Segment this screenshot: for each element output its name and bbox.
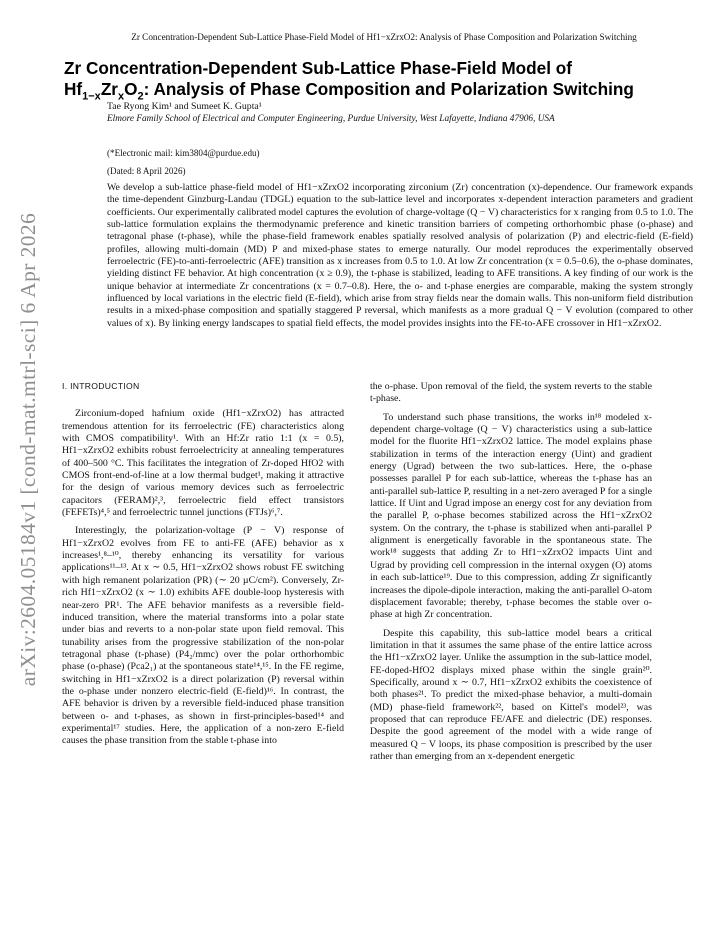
running-head: Zr Concentration-Dependent Sub-Lattice Phase-Field Model of Hf1−xZrxO2: Analysis of Phase Composition and Polarization Switching	[131, 32, 637, 42]
contact-email: (*Electronic mail: kim3804@purdue.edu)	[107, 148, 260, 158]
body-column-left	[62, 380, 344, 754]
title-line-1: Zr Concentration-Dependent Sub-Lattice Phase-Field Model of	[64, 58, 573, 78]
body-column-right	[370, 381, 652, 769]
abstract: We develop a sub-lattice phase-field model of Hf1−xZrxO2 incorporating zirconium (Zr) concentration (x)-dependence. Our framework expands the time-dependent Ginzburg-Landau (TDGL) equation to the sub-lattice level and incorporates x-dependent interaction parameters and gradient coefficients. Our experimentally calibrated model captures the evolution of charge-voltage (Q − V) characteristics for x ranging from 0.5 to 1.0. The sub-lattice formulation explains the thermodynamic preference and kinetic transition barriers of competing orthorhombic phase (o-phase) and tetragonal phase (t-phase), while the phase-field framework enables spatially resolved analysis of polarization (P) and electric-field (E-field) profiles, allowing multi-domain (MD) P and mixed-phase states to emerge naturally. Our model reproduces the experimentally observed ferroelectric (FE)-to-anti-ferroelectric (AFE) transition as x increases from 0.5 to 1.0. At low Zr concentration (x = 0.5–0.6), the o-phase dominates, yielding distinct FE behavior. At high concentration (x ≥ 0.9), the t-phase is stabilized, leading to AFE transitions. A key finding of our work is the unique behavior at intermediate Zr concentrations (x = 0.7–0.8). Here, the o- and t-phase energies are comparable, making the system strongly influenced by local variations in the electric field (E-field), which arise from stray fields near the domain walls. This non-uniform field distribution results in a mixed-phase composition and spatially staggered P reversal, which manifests as a more gradual Q − V evolution (compared to other values of x). By linking energy landscapes to spatial field effects, the model provides insights into the FE-to-AFE crossover in Hf1−xZrxO2.	[107, 182, 693, 329]
paragraph: the o-phase. Upon removal of the field, the system reverts to the stable t-phase.	[370, 381, 652, 405]
author-list: Tae Ryong Kim¹ and Sumeet K. Gupta¹	[107, 101, 262, 112]
date-line: (Dated: 8 April 2026)	[107, 166, 186, 176]
paragraph: Zirconium-doped hafnium oxide (Hf1−xZrxO2) has attracted tremendous attention for its ferroelectric (FE) characteristics along with CMOS compatibility¹. With an Hf:Zr ratio 1:1 (x = 0.5), Hf1−xZrxO2 exhibits robust ferroelectricity at annealing temperatures of 400–500 °C. This facilitates the integration of Zr-doped HfO2 with CMOS front-end-of-line at a low thermal budget¹, making it attractive for the design of various memory devices such as ferroelectric capacitors (FERAM)²,³, ferroelectric field effect transistors (FEFETs)⁴,⁵ and ferroelectric tunnel junctions (FTJs)⁶,⁷.	[62, 408, 344, 519]
section-heading-introduction: I. INTRODUCTION	[62, 381, 140, 391]
arxiv-side-stamp	[6, 214, 52, 684]
arxiv-identifier: arXiv:2604.05184v1 [cond-mat.mtrl-sci] 6 Apr 2026	[16, 212, 41, 686]
paragraph: Interestingly, the polarization-voltage (P − V) response of Hf1−xZrxO2 evolves from FE to anti-FE (AFE) behavior as x increases¹,⁸–¹⁰, thereby enhancing its versatility for various applications¹¹–¹³. At x ∼ 0.5, Hf1−xZrxO2 shows robust FE switching with high remanent polarization (PR) (∼ 20 µC/cm²). Conversely, Zr-rich Hf1−xZrxO2 (x ∼ 1.0) exhibits AFE double-loop hysteresis with near-zero PR¹. The AFE behavior manifests as a reversible field-induced transition, where the material transforms into a polar state under bias and reverts to a non-polar state upon field removal. This tunability arises from the progressive stabilization of the non-polar tetragonal phase (t-phase) (P4₂/mmc) over the polar orthorhombic phase (o-phase) (Pca2₁) at the spontaneous state¹⁴,¹⁵. In the FE regime, switching in Hf1−xZrxO2 is a direct polarization (P) reversal within the o-phase under nonzero electric-field (E-field)¹⁶. In contrast, the AFE behavior is driven by a reversible field-induced phase transition between o- and t-phases, as shown in first-principles-based¹⁴ and experimental¹⁷ studies. Here, the application of a non-zero E-field causes the phase transition from the stable t-phase into	[62, 525, 344, 747]
paper-title: Zr Concentration-Dependent Sub-Lattice Phase-Field Model of $Hf_{1-x}Zr_xO_2$: Analysis of Phase Composition and Polarization Switching	[64, 58, 634, 103]
affiliation: Elmore Family School of Electrical and Computer Engineering, Purdue University, West Lafayette, Indiana 47906, USA	[107, 114, 555, 124]
paragraph: To understand such phase transitions, the works in¹⁸ modeled x-dependent charge-voltage (Q − V) characteristics using a sub-lattice model for the fluorite Hf1−xZrxO2 lattice. The model explains phase stabilization in terms of the interaction energy (Uint) and gradient energy (Ugrad) between the two sub-lattices. Here, the o-phase possesses parallel P for each sub-lattice, whereas the t-phase has an anti-parallel sub-lattice P, resulting in a net-zero averaged P for a single lattice. If Uint and Ugrad impose an energy cost for any deviation from the parallel P, o-phase becomes stabilized across the Hf1−xZrxO2 system. On the contrary, the t-phase is stabilized when anti-parallel P alignment is energetically favorable in the spontaneous state. The work¹⁸ suggests that adding Zr to Hf1−xZrxO2 impacts Uint and Ugrad by providing cell compression in the internal oxygen (O) atoms in each sub-lattice¹⁹. Due to this compression, adding Zr significantly increases the dipole-dipole interaction, making the anti-parallel O-atom displacement favorable; thereby, t-phase becomes the stable over o-phase at high Zr concentration.	[370, 411, 652, 621]
paragraph: Despite this capability, this sub-lattice model bears a critical limitation in that it assumes the same phase of the entire lattice across the Hf1−xZrxO2 layer. Unlike the assumption in the sub-lattice model, FE-doped-HfO2 displays mixed phase within the single grain²⁰. Specifically, around x ∼ 0.7, Hf1−xZrxO2 exhibits the coexistence of both phases²¹. To predict the mixed-phase behavior, a multi-domain (MD) phase-field framework²², based on Kittel's model²³, was proposed that can reproduce FE/AFE and dielectric (DE) responses. Despite the good agreement of the model with a wide range of measured Q − V loops, its phase composition is prescribed by the user rather than emerging from an x-dependent energetic	[370, 627, 652, 762]
